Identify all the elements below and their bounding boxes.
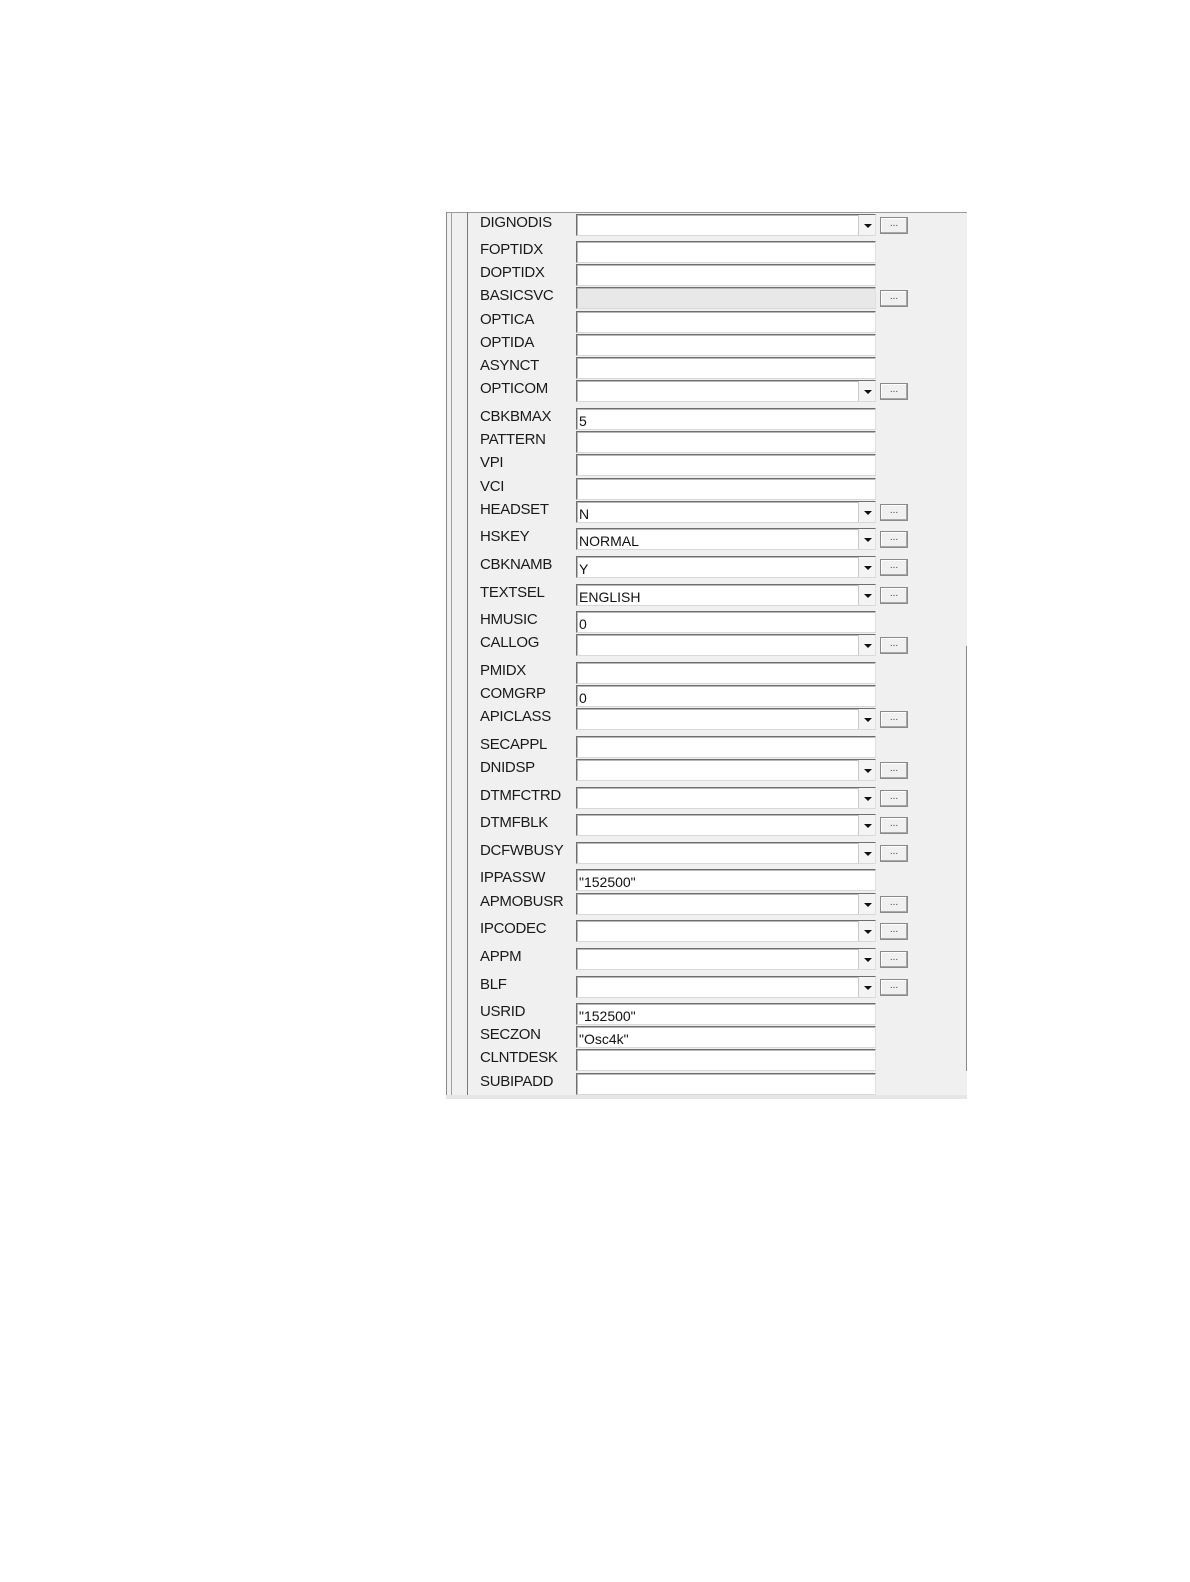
input-cbkbmax[interactable] (576, 408, 876, 430)
field-label-cbknamb: CBKNAMB (480, 556, 553, 573)
input-basicsvc (576, 287, 876, 309)
field-label-pattern: PATTERN (480, 431, 546, 448)
input-optida[interactable] (576, 334, 876, 356)
field-label-ippassw: IPPASSW (480, 869, 546, 886)
field-row-dnidsp (446, 759, 967, 785)
chevron-down-icon (864, 224, 872, 228)
browse-button-hskey[interactable]: ... (880, 531, 908, 548)
field-row-clntdesk (446, 1049, 967, 1075)
browse-button-textsel[interactable]: ... (880, 587, 908, 604)
browse-button-appm[interactable]: ... (880, 951, 908, 968)
browse-button-dcfwbusy[interactable]: ... (880, 845, 908, 862)
dropdown-arrow-button-dignodis[interactable] (858, 215, 875, 235)
field-row-dtmfblk (446, 814, 967, 840)
field-label-headset: HEADSET (480, 501, 549, 518)
input-comgrp[interactable] (576, 685, 876, 707)
field-row-callog (446, 634, 967, 660)
field-value-hskey: NORMAL (579, 533, 639, 549)
dropdown-arrow-button-opticom[interactable] (858, 381, 875, 401)
field-row-appm (446, 948, 967, 974)
browse-button-ipcodec[interactable]: ... (880, 923, 908, 940)
input-hmusic[interactable] (576, 611, 876, 633)
dropdown-dtmfctrd[interactable] (576, 787, 876, 809)
input-seczon[interactable] (576, 1026, 876, 1048)
dropdown-arrow-button-apiclass[interactable] (858, 709, 875, 729)
field-label-dtmfblk: DTMFBLK (480, 814, 548, 831)
input-foptidx[interactable] (576, 241, 876, 263)
input-usrid[interactable] (576, 1003, 876, 1025)
field-value-cbkbmax: 5 (579, 413, 587, 429)
field-label-dcfwbusy: DCFWBUSY (480, 842, 564, 859)
input-doptidx[interactable] (576, 264, 876, 286)
field-row-opticom (446, 380, 967, 406)
browse-button-callog[interactable]: ... (880, 637, 908, 654)
field-value-cbknamb: Y (579, 561, 589, 577)
dropdown-arrow-button-apmobusr[interactable] (858, 894, 875, 914)
chevron-down-icon (864, 797, 872, 801)
field-value-usrid: "152500" (579, 1008, 636, 1024)
field-label-appm: APPM (480, 948, 522, 965)
browse-button-blf[interactable]: ... (880, 979, 908, 996)
field-value-ippassw: "152500" (579, 874, 636, 890)
input-optica[interactable] (576, 311, 876, 333)
chevron-down-icon (864, 566, 872, 570)
dropdown-hskey[interactable] (576, 528, 876, 550)
browse-button-headset[interactable]: ... (880, 504, 908, 521)
field-row-ipcodec (446, 920, 967, 946)
field-label-blf: BLF (480, 976, 507, 993)
dropdown-callog[interactable] (576, 634, 876, 656)
chevron-down-icon (864, 769, 872, 773)
dropdown-dnidsp[interactable] (576, 759, 876, 781)
field-label-dignodis: DIGNODIS (480, 214, 552, 231)
dropdown-arrow-button-dcfwbusy[interactable] (858, 843, 875, 863)
field-row-basicsvc (446, 287, 967, 313)
field-label-foptidx: FOPTIDX (480, 241, 543, 258)
field-label-vpi: VPI (480, 454, 504, 471)
field-label-secappl: SECAPPL (480, 736, 548, 753)
field-label-hmusic: HMUSIC (480, 611, 538, 628)
dropdown-arrow-button-dtmfblk[interactable] (858, 815, 875, 835)
field-label-subipadd: SUBIPADD (480, 1073, 554, 1090)
input-ippassw[interactable] (576, 869, 876, 891)
dropdown-arrow-button-headset[interactable] (858, 502, 875, 522)
dropdown-arrow-button-dnidsp[interactable] (858, 760, 875, 780)
input-secappl[interactable] (576, 736, 876, 758)
field-row-dignodis (446, 214, 967, 240)
panel-bottom-border (446, 1095, 967, 1099)
field-value-comgrp: 0 (579, 690, 587, 706)
settings-panel (446, 212, 967, 1099)
field-value-seczon: "Osc4k" (579, 1031, 629, 1047)
field-label-vci: VCI (480, 478, 505, 495)
field-label-apmobusr: APMOBUSR (480, 893, 564, 910)
input-subipadd[interactable] (576, 1073, 876, 1095)
input-vci[interactable] (576, 478, 876, 500)
input-asynct[interactable] (576, 357, 876, 379)
field-label-basicsvc: BASICSVC (480, 287, 554, 304)
field-label-pmidx: PMIDX (480, 662, 527, 679)
browse-button-basicsvc[interactable]: ... (880, 290, 908, 307)
chevron-down-icon (864, 644, 872, 648)
field-row-cbknamb (446, 556, 967, 582)
dropdown-opticom[interactable] (576, 380, 876, 402)
field-row-textsel (446, 584, 967, 610)
browse-button-dnidsp[interactable]: ... (880, 762, 908, 779)
input-pmidx[interactable] (576, 662, 876, 684)
dropdown-arrow-button-blf[interactable] (858, 977, 875, 997)
browse-button-apmobusr[interactable]: ... (880, 896, 908, 913)
browse-button-dtmfblk[interactable]: ... (880, 817, 908, 834)
field-label-optida: OPTIDA (480, 334, 535, 351)
field-label-doptidx: DOPTIDX (480, 264, 545, 281)
field-label-ipcodec: IPCODEC (480, 920, 547, 937)
field-label-hskey: HSKEY (480, 528, 530, 545)
dropdown-appm[interactable] (576, 948, 876, 970)
dropdown-apmobusr[interactable] (576, 893, 876, 915)
dropdown-arrow-button-hskey[interactable] (858, 529, 875, 549)
field-label-textsel: TEXTSEL (480, 584, 545, 601)
dropdown-arrow-button-dtmfctrd[interactable] (858, 788, 875, 808)
dropdown-blf[interactable] (576, 976, 876, 998)
chevron-down-icon (864, 986, 872, 990)
field-label-cbkbmax: CBKBMAX (480, 408, 552, 425)
field-label-dtmfctrd: DTMFCTRD (480, 787, 561, 804)
dropdown-apiclass[interactable] (576, 708, 876, 730)
field-row-apmobusr (446, 893, 967, 919)
field-row-blf (446, 976, 967, 1002)
dropdown-arrow-button-cbknamb[interactable] (858, 557, 875, 577)
field-row-hskey (446, 528, 967, 554)
field-value-textsel: ENGLISH (579, 589, 641, 605)
chevron-down-icon (864, 390, 872, 394)
dropdown-dignodis[interactable] (576, 214, 876, 236)
field-label-optica: OPTICA (480, 311, 535, 328)
field-label-opticom: OPTICOM (480, 380, 548, 397)
chevron-down-icon (864, 930, 872, 934)
dropdown-cbknamb[interactable] (576, 556, 876, 578)
browse-button-dtmfctrd[interactable]: ... (880, 790, 908, 807)
field-label-apiclass: APICLASS (480, 708, 551, 725)
field-row-headset (446, 501, 967, 527)
chevron-down-icon (864, 718, 872, 722)
field-label-asynct: ASYNCT (480, 357, 540, 374)
chevron-down-icon (864, 852, 872, 856)
field-row-vpi (446, 454, 967, 480)
browse-button-opticom[interactable]: ... (880, 383, 908, 400)
field-label-dnidsp: DNIDSP (480, 759, 535, 776)
input-vpi[interactable] (576, 454, 876, 476)
browse-button-cbknamb[interactable]: ... (880, 559, 908, 576)
field-row-dcfwbusy (446, 842, 967, 868)
dropdown-dtmfblk[interactable] (576, 814, 876, 836)
browse-button-apiclass[interactable]: ... (880, 711, 908, 728)
field-label-usrid: USRID (480, 1003, 526, 1020)
field-label-comgrp: COMGRP (480, 685, 546, 702)
dropdown-textsel[interactable] (576, 584, 876, 606)
dropdown-dcfwbusy[interactable] (576, 842, 876, 864)
chevron-down-icon (864, 824, 872, 828)
field-label-callog: CALLOG (480, 634, 540, 651)
dropdown-arrow-button-callog[interactable] (858, 635, 875, 655)
field-label-seczon: SECZON (480, 1026, 541, 1043)
dropdown-arrow-button-ipcodec[interactable] (858, 921, 875, 941)
field-value-hmusic: 0 (579, 616, 587, 632)
field-label-clntdesk: CLNTDESK (480, 1049, 558, 1066)
chevron-down-icon (864, 594, 872, 598)
field-row-dtmfctrd (446, 787, 967, 813)
dropdown-ipcodec[interactable] (576, 920, 876, 942)
field-row-ippassw (446, 869, 967, 895)
field-row-apiclass (446, 708, 967, 734)
dropdown-headset[interactable] (576, 501, 876, 523)
dropdown-arrow-button-textsel[interactable] (858, 585, 875, 605)
chevron-down-icon (864, 958, 872, 962)
chevron-down-icon (864, 903, 872, 907)
input-clntdesk[interactable] (576, 1049, 876, 1071)
chevron-down-icon (864, 538, 872, 542)
input-pattern[interactable] (576, 431, 876, 453)
chevron-down-icon (864, 511, 872, 515)
field-value-headset: N (579, 506, 590, 522)
panel-top-border (446, 212, 967, 213)
browse-button-dignodis[interactable]: ... (880, 217, 908, 234)
dropdown-arrow-button-appm[interactable] (858, 949, 875, 969)
